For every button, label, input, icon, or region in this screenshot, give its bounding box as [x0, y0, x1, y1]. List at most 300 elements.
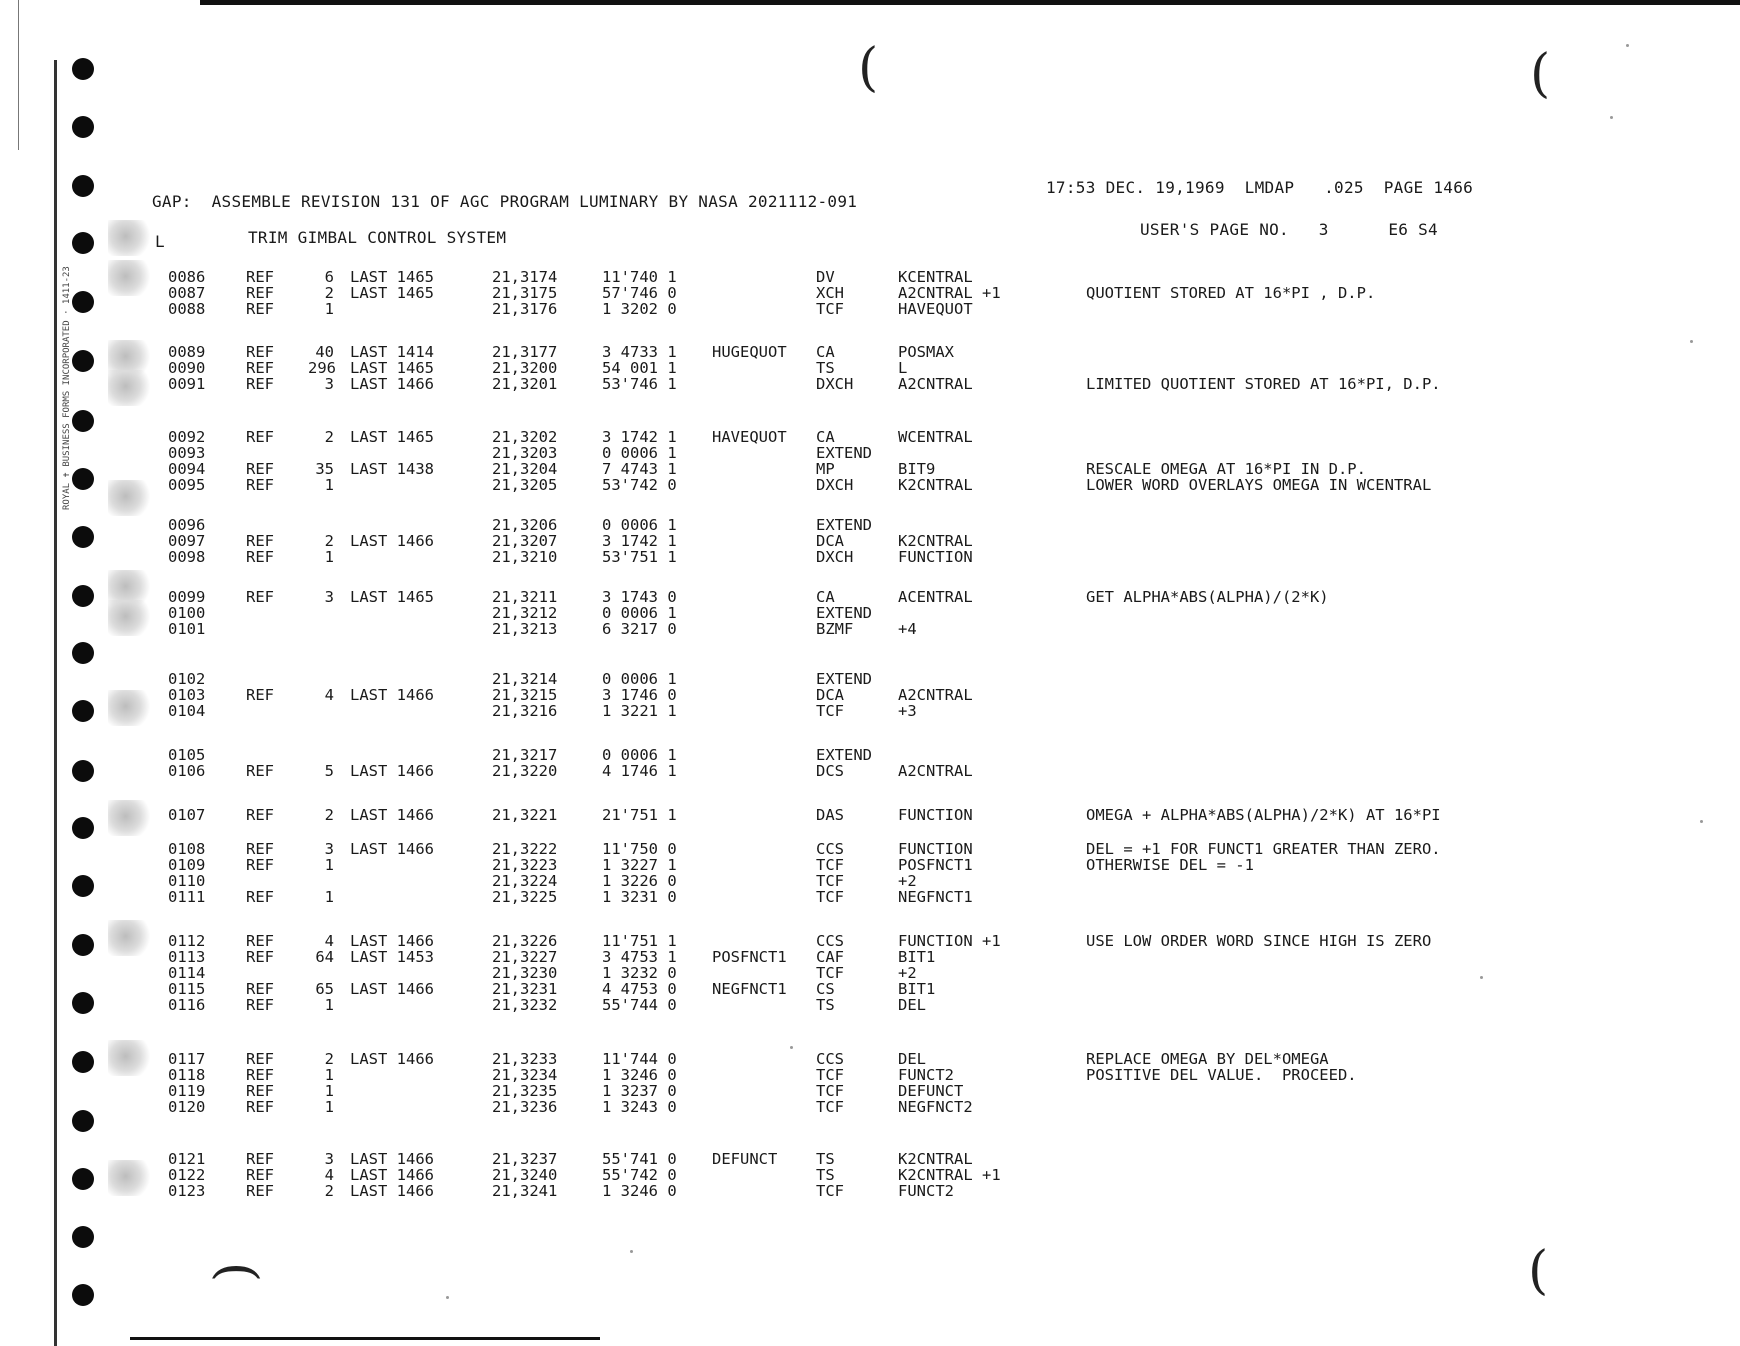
operand: BIT1: [898, 948, 936, 966]
opcode: DV: [816, 268, 835, 286]
operand: K2CNTRAL: [898, 532, 973, 550]
operand: HAVEQUOT: [898, 300, 973, 318]
address: 21,3241: [492, 1182, 558, 1200]
address: 21,3175: [492, 284, 558, 302]
address: 21,3232: [492, 996, 558, 1014]
ref-count: 5: [324, 762, 334, 780]
operand: K2CNTRAL: [898, 1150, 973, 1168]
scan-smudge: [108, 220, 152, 256]
last-page: LAST 1466: [350, 1166, 434, 1184]
opcode: EXTEND: [816, 604, 872, 622]
line-number: 0105: [168, 746, 206, 764]
comment: DEL = +1 FOR FUNCT1 GREATER THAN ZERO.: [1086, 840, 1441, 858]
address: 21,3234: [492, 1066, 558, 1084]
line-number: 0099: [168, 588, 206, 606]
octal-word: 53'742 0: [602, 476, 677, 494]
ref-tag: REF: [246, 856, 274, 874]
operand: +2: [898, 964, 917, 982]
opcode: BZMF: [816, 620, 854, 638]
octal-word: 1 3237 0: [602, 1082, 677, 1100]
address: 21,3207: [492, 532, 558, 550]
octal-word: 1 3226 0: [602, 872, 677, 890]
listing-row: [0, 1098, 1740, 1116]
address: 21,3217: [492, 746, 558, 764]
operand: NEGFNCT1: [898, 888, 973, 906]
ref-tag: REF: [246, 476, 274, 494]
address: 21,3210: [492, 548, 558, 566]
listing-row: [0, 806, 1740, 824]
octal-word: 55'742 0: [602, 1166, 677, 1184]
ref-tag: REF: [246, 1082, 274, 1100]
opcode: TCF: [816, 964, 844, 982]
ref-count: 2: [324, 284, 334, 302]
octal-word: 6 3217 0: [602, 620, 677, 638]
address: 21,3174: [492, 268, 558, 286]
opcode: TCF: [816, 1098, 844, 1116]
ref-count: 3: [324, 1150, 334, 1168]
symbol-label: HUGEQUOT: [712, 343, 787, 361]
line-number: 0086: [168, 268, 206, 286]
comment: RESCALE OMEGA AT 16*PI IN D.P.: [1086, 460, 1366, 478]
address: 21,3231: [492, 980, 558, 998]
opcode: DCA: [816, 532, 844, 550]
bottom-rule: [130, 1337, 600, 1340]
line-number: 0100: [168, 604, 206, 622]
last-page: LAST 1466: [350, 375, 434, 393]
operand: DEL: [898, 1050, 926, 1068]
address: 21,3224: [492, 872, 558, 890]
dust-speck: [1700, 820, 1703, 823]
line-number: 0103: [168, 686, 206, 704]
address: 21,3230: [492, 964, 558, 982]
comment: POSITIVE DEL VALUE. PROCEED.: [1086, 1066, 1357, 1084]
address: 21,3223: [492, 856, 558, 874]
address: 21,3205: [492, 476, 558, 494]
operand: A2CNTRAL: [898, 375, 973, 393]
last-page: LAST 1466: [350, 932, 434, 950]
ref-count: 1: [324, 1082, 334, 1100]
ref-count: 3: [324, 588, 334, 606]
section-letter: L: [155, 232, 165, 251]
dust-speck: [790, 1046, 793, 1049]
dust-speck: [1610, 116, 1613, 119]
ref-count: 1: [324, 888, 334, 906]
feed-hole-icon: [72, 116, 94, 138]
address: 21,3214: [492, 670, 558, 688]
comment: QUOTIENT STORED AT 16*PI , D.P.: [1086, 284, 1376, 302]
ref-tag: REF: [246, 588, 274, 606]
ref-tag: REF: [246, 375, 274, 393]
octal-word: 1 3231 0: [602, 888, 677, 906]
octal-word: 53'746 1: [602, 375, 677, 393]
line-number: 0121: [168, 1150, 206, 1168]
octal-word: 53'751 1: [602, 548, 677, 566]
ref-tag: REF: [246, 548, 274, 566]
opcode: TCF: [816, 872, 844, 890]
last-page: LAST 1466: [350, 762, 434, 780]
operand: +3: [898, 702, 917, 720]
opcode: CA: [816, 588, 835, 606]
ref-count: 1: [324, 300, 334, 318]
operand: +2: [898, 872, 917, 890]
ref-tag: REF: [246, 948, 274, 966]
opcode: CCS: [816, 840, 844, 858]
octal-word: 4 1746 1: [602, 762, 677, 780]
line-number: 0095: [168, 476, 206, 494]
line-number: 0090: [168, 359, 206, 377]
address: 21,3215: [492, 686, 558, 704]
line-number: 0112: [168, 932, 206, 950]
octal-word: 4 4753 0: [602, 980, 677, 998]
address: 21,3226: [492, 932, 558, 950]
last-page: LAST 1465: [350, 428, 434, 446]
punch-arc-icon: (: [1528, 1241, 1549, 1301]
line-number: 0120: [168, 1098, 206, 1116]
ref-tag: REF: [246, 686, 274, 704]
ref-count: 2: [324, 806, 334, 824]
address: 21,3233: [492, 1050, 558, 1068]
line-number: 0101: [168, 620, 206, 638]
last-page: LAST 1466: [350, 840, 434, 858]
operand: NEGFNCT2: [898, 1098, 973, 1116]
octal-word: 3 4753 1: [602, 948, 677, 966]
last-page: LAST 1438: [350, 460, 434, 478]
operand: FUNCTION: [898, 548, 973, 566]
last-page: LAST 1466: [350, 686, 434, 704]
octal-word: 1 3243 0: [602, 1098, 677, 1116]
ref-count: 4: [324, 932, 334, 950]
operand: POSMAX: [898, 343, 954, 361]
octal-word: 11'744 0: [602, 1050, 677, 1068]
opcode: CA: [816, 428, 835, 446]
ref-tag: REF: [246, 840, 274, 858]
operand: KCENTRAL: [898, 268, 973, 286]
line-number: 0104: [168, 702, 206, 720]
feed-hole-icon: [72, 1226, 94, 1248]
listing-row: [0, 702, 1740, 720]
octal-word: 3 1742 1: [602, 428, 677, 446]
ref-tag: REF: [246, 888, 274, 906]
line-number: 0116: [168, 996, 206, 1014]
address: 21,3211: [492, 588, 558, 606]
ref-tag: REF: [246, 1182, 274, 1200]
opcode: TCF: [816, 1082, 844, 1100]
listing-row: [0, 996, 1740, 1014]
ref-tag: REF: [246, 1066, 274, 1084]
operand: FUNCT2: [898, 1182, 954, 1200]
line-number: 0091: [168, 375, 206, 393]
ref-tag: REF: [246, 1050, 274, 1068]
octal-word: 1 3246 0: [602, 1066, 677, 1084]
listing-header: GAP: ASSEMBLE REVISION 131 OF AGC PROGRAM LUMINARY BY NASA 2021112-091: [152, 192, 858, 211]
opcode: DCA: [816, 686, 844, 704]
listing-row: [0, 476, 1740, 494]
ref-tag: REF: [246, 932, 274, 950]
ref-count: 3: [324, 840, 334, 858]
top-rule: [200, 0, 1740, 5]
punch-arc-icon: (: [1530, 44, 1551, 104]
ref-count: 296: [308, 359, 336, 377]
opcode: XCH: [816, 284, 844, 302]
octal-word: 0 0006 1: [602, 746, 677, 764]
ref-tag: REF: [246, 284, 274, 302]
symbol-label: NEGFNCT1: [712, 980, 787, 998]
line-number: 0098: [168, 548, 206, 566]
last-page: LAST 1465: [350, 359, 434, 377]
octal-word: 1 3221 1: [602, 702, 677, 720]
opcode: EXTEND: [816, 516, 872, 534]
octal-word: 0 0006 1: [602, 604, 677, 622]
comment: REPLACE OMEGA BY DEL*OMEGA: [1086, 1050, 1329, 1068]
feed-hole-icon: [72, 58, 94, 80]
line-number: 0089: [168, 343, 206, 361]
listing-timestamp: 17:53 DEC. 19,1969 LMDAP .025 PAGE 1466: [1046, 178, 1474, 197]
address: 21,3177: [492, 343, 558, 361]
octal-word: 0 0006 1: [602, 444, 677, 462]
line-number: 0114: [168, 964, 206, 982]
address: 21,3240: [492, 1166, 558, 1184]
opcode: DXCH: [816, 548, 854, 566]
opcode: TCF: [816, 300, 844, 318]
opcode: EXTEND: [816, 670, 872, 688]
comment: LIMITED QUOTIENT STORED AT 16*PI, D.P.: [1086, 375, 1441, 393]
operand: POSFNCT1: [898, 856, 973, 874]
address: 21,3213: [492, 620, 558, 638]
octal-word: 54 001 1: [602, 359, 677, 377]
ref-tag: REF: [246, 428, 274, 446]
ref-count: 2: [324, 532, 334, 550]
feed-hole-icon: [72, 1284, 94, 1306]
operand: A2CNTRAL: [898, 686, 973, 704]
opcode: TS: [816, 359, 835, 377]
address: 21,3216: [492, 702, 558, 720]
address: 21,3236: [492, 1098, 558, 1116]
opcode: EXTEND: [816, 444, 872, 462]
line-number: 0087: [168, 284, 206, 302]
operand: DEFUNCT: [898, 1082, 964, 1100]
operand: A2CNTRAL +1: [898, 284, 1001, 302]
line-number: 0118: [168, 1066, 206, 1084]
listing-row: [0, 1182, 1740, 1200]
ref-count: 4: [324, 1166, 334, 1184]
punch-arc-icon: (: [858, 38, 879, 98]
ref-count: 1: [324, 476, 334, 494]
octal-word: 3 4733 1: [602, 343, 677, 361]
address: 21,3227: [492, 948, 558, 966]
listing-row: [0, 548, 1740, 566]
comment: OMEGA + ALPHA*ABS(ALPHA)/2*K) AT 16*PI: [1086, 806, 1441, 824]
comment: LOWER WORD OVERLAYS OMEGA IN WCENTRAL: [1086, 476, 1432, 494]
opcode: DXCH: [816, 375, 854, 393]
octal-word: 3 1743 0: [602, 588, 677, 606]
listing-row: [0, 620, 1740, 638]
punch-arc-icon: ): [205, 1261, 266, 1283]
octal-word: 1 3227 1: [602, 856, 677, 874]
octal-word: 11'740 1: [602, 268, 677, 286]
octal-word: 1 3202 0: [602, 300, 677, 318]
operand: FUNCTION: [898, 806, 973, 824]
ref-tag: REF: [246, 359, 274, 377]
octal-word: 7 4743 1: [602, 460, 677, 478]
ref-tag: REF: [246, 996, 274, 1014]
ref-count: 2: [324, 428, 334, 446]
paper-edge-line: [18, 0, 19, 150]
ref-tag: REF: [246, 268, 274, 286]
last-page: LAST 1466: [350, 980, 434, 998]
ref-tag: REF: [246, 1150, 274, 1168]
last-page: LAST 1465: [350, 284, 434, 302]
opcode: TS: [816, 996, 835, 1014]
octal-word: 11'751 1: [602, 932, 677, 950]
line-number: 0094: [168, 460, 206, 478]
line-number: 0109: [168, 856, 206, 874]
octal-word: 55'741 0: [602, 1150, 677, 1168]
ref-count: 64: [315, 948, 334, 966]
dust-speck: [1480, 976, 1483, 979]
ref-count: 1: [324, 548, 334, 566]
comment: USE LOW ORDER WORD SINCE HIGH IS ZERO: [1086, 932, 1432, 950]
line-number: 0119: [168, 1082, 206, 1100]
address: 21,3222: [492, 840, 558, 858]
address: 21,3221: [492, 806, 558, 824]
feed-hole-icon: [72, 642, 94, 664]
line-number: 0113: [168, 948, 206, 966]
ref-tag: REF: [246, 1098, 274, 1116]
form-edge-text: ROYAL ✝ BUSINESS FORMS INCORPORATED · 1411-23: [62, 266, 72, 510]
operand: FUNCT2: [898, 1066, 954, 1084]
ref-count: 40: [315, 343, 334, 361]
octal-word: 1 3246 0: [602, 1182, 677, 1200]
line-number: 0117: [168, 1050, 206, 1068]
dust-speck: [446, 1296, 449, 1299]
line-number: 0111: [168, 888, 206, 906]
opcode: TS: [816, 1150, 835, 1168]
address: 21,3203: [492, 444, 558, 462]
octal-word: 55'744 0: [602, 996, 677, 1014]
last-page: LAST 1466: [350, 1150, 434, 1168]
symbol-label: HAVEQUOT: [712, 428, 787, 446]
line-number: 0110: [168, 872, 206, 890]
ref-tag: REF: [246, 806, 274, 824]
opcode: TCF: [816, 888, 844, 906]
ref-tag: REF: [246, 460, 274, 478]
symbol-label: POSFNCT1: [712, 948, 787, 966]
operand: BIT9: [898, 460, 936, 478]
ref-count: 6: [324, 268, 334, 286]
last-page: LAST 1466: [350, 806, 434, 824]
operand: K2CNTRAL: [898, 476, 973, 494]
opcode: TCF: [816, 856, 844, 874]
operand: ACENTRAL: [898, 588, 973, 606]
address: 21,3235: [492, 1082, 558, 1100]
line-number: 0108: [168, 840, 206, 858]
address: 21,3220: [492, 762, 558, 780]
line-number: 0106: [168, 762, 206, 780]
octal-word: 21'751 1: [602, 806, 677, 824]
operand: A2CNTRAL: [898, 762, 973, 780]
ref-count: 35: [315, 460, 334, 478]
octal-word: 11'750 0: [602, 840, 677, 858]
opcode: CA: [816, 343, 835, 361]
address: 21,3212: [492, 604, 558, 622]
user-page-number: USER'S PAGE NO. 3 E6 S4: [1140, 220, 1438, 239]
ref-count: 3: [324, 375, 334, 393]
line-number: 0096: [168, 516, 206, 534]
opcode: CCS: [816, 932, 844, 950]
octal-word: 3 1742 1: [602, 532, 677, 550]
line-number: 0115: [168, 980, 206, 998]
dust-speck: [630, 1250, 633, 1253]
opcode: CS: [816, 980, 835, 998]
address: 21,3200: [492, 359, 558, 377]
address: 21,3206: [492, 516, 558, 534]
line-number: 0097: [168, 532, 206, 550]
ref-tag: REF: [246, 343, 274, 361]
ref-tag: REF: [246, 762, 274, 780]
opcode: CCS: [816, 1050, 844, 1068]
opcode: TCF: [816, 1066, 844, 1084]
section-title: TRIM GIMBAL CONTROL SYSTEM: [248, 228, 507, 247]
octal-word: 57'746 0: [602, 284, 677, 302]
line-number: 0122: [168, 1166, 206, 1184]
line-number: 0107: [168, 806, 206, 824]
opcode: DAS: [816, 806, 844, 824]
octal-word: 0 0006 1: [602, 516, 677, 534]
last-page: LAST 1466: [350, 1050, 434, 1068]
line-number: 0123: [168, 1182, 206, 1200]
opcode: CAF: [816, 948, 844, 966]
operand: BIT1: [898, 980, 936, 998]
last-page: LAST 1466: [350, 532, 434, 550]
opcode: EXTEND: [816, 746, 872, 764]
line-number: 0092: [168, 428, 206, 446]
ref-count: 1: [324, 996, 334, 1014]
last-page: LAST 1414: [350, 343, 434, 361]
last-page: LAST 1465: [350, 268, 434, 286]
opcode: DXCH: [816, 476, 854, 494]
ref-count: 1: [324, 1066, 334, 1084]
symbol-label: DEFUNCT: [712, 1150, 778, 1168]
ref-count: 2: [324, 1050, 334, 1068]
operand: WCENTRAL: [898, 428, 973, 446]
octal-word: 3 1746 0: [602, 686, 677, 704]
listing-row: [0, 888, 1740, 906]
opcode: TS: [816, 1166, 835, 1184]
operand: FUNCTION: [898, 840, 973, 858]
ref-tag: REF: [246, 980, 274, 998]
line-number: 0093: [168, 444, 206, 462]
opcode: TCF: [816, 702, 844, 720]
dust-speck: [1626, 44, 1629, 47]
opcode: DCS: [816, 762, 844, 780]
listing-row: [0, 762, 1740, 780]
line-number: 0088: [168, 300, 206, 318]
address: 21,3202: [492, 428, 558, 446]
dust-speck: [1690, 340, 1693, 343]
address: 21,3204: [492, 460, 558, 478]
listing-row: [0, 375, 1740, 393]
octal-word: 0 0006 1: [602, 670, 677, 688]
ref-tag: REF: [246, 1166, 274, 1184]
operand: +4: [898, 620, 917, 638]
operand: DEL: [898, 996, 926, 1014]
feed-hole-icon: [72, 175, 94, 197]
ref-count: 65: [315, 980, 334, 998]
operand: FUNCTION +1: [898, 932, 1001, 950]
address: 21,3201: [492, 375, 558, 393]
last-page: LAST 1466: [350, 1182, 434, 1200]
opcode: TCF: [816, 1182, 844, 1200]
